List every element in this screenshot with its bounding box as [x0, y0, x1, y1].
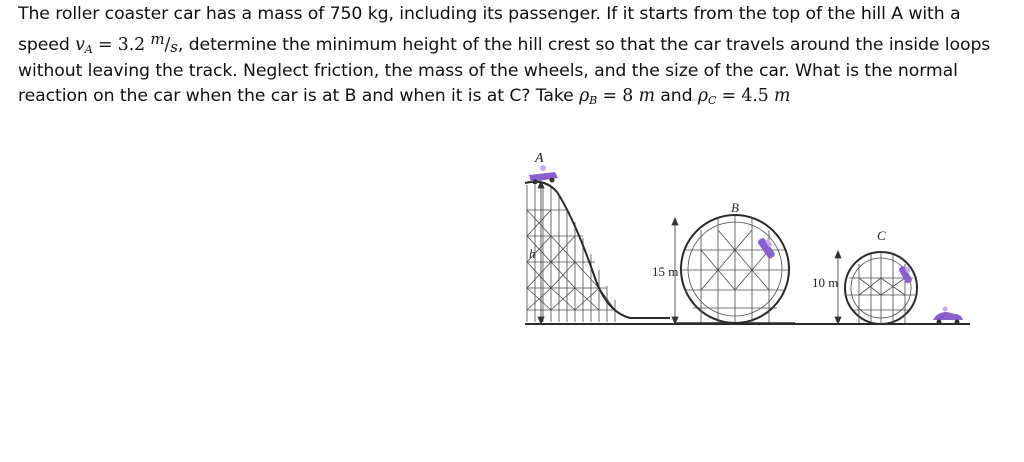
- rhoC-value: = 4.5: [716, 85, 775, 106]
- label-B: B: [731, 200, 739, 215]
- dim-label-loop-C: 10 m: [812, 275, 839, 290]
- speed-unit-den: s: [170, 37, 178, 56]
- coaster-track: [525, 182, 970, 324]
- speed-vA: [75, 29, 178, 56]
- rhoB-subscript: B: [589, 93, 598, 107]
- dim-label-loop-B: 15 m: [652, 264, 679, 279]
- label-h: h: [529, 246, 536, 261]
- roller-coaster-figure: [515, 140, 975, 340]
- speed-unit-num: m: [150, 29, 165, 48]
- loop-B: [675, 215, 795, 323]
- rhoB-unit: m: [638, 85, 655, 106]
- speed-unit-slash: /: [164, 34, 171, 55]
- car-at-A-icon: [529, 165, 558, 185]
- and-text: and: [654, 85, 698, 106]
- car-exit-icon: [933, 307, 963, 325]
- hill-scaffold: [527, 185, 615, 322]
- rhoB-value: = 8: [597, 85, 639, 106]
- problem-text-part2: , determine the minimum height of the hill crest so that the car travels around the inside loops without leaving the track. Neglect friction, the mass of the wheels, and the size of the car. What is the normal reaction on the car when the car is at B and when it is at C? Take: [18, 34, 991, 106]
- vA-value: = 3.2: [92, 34, 145, 55]
- rhoC-subscript: C: [707, 93, 717, 107]
- car-at-B-icon: [757, 235, 779, 259]
- vA-subscript: A: [84, 42, 93, 56]
- vA-symbol: v: [75, 34, 85, 55]
- rhoB-symbol: ρ: [579, 85, 590, 106]
- loop-C: [845, 252, 917, 324]
- rhoC-unit: m: [774, 85, 791, 106]
- label-C: C: [877, 228, 886, 243]
- rhoC-expression: [698, 86, 790, 106]
- rhoC-symbol: ρ: [697, 85, 708, 106]
- problem-statement: [18, 2, 1008, 108]
- problem-text-part1: The roller coaster car has a mass of 750 kg, including its passenger. If it starts from the top of the hill A with a speed: [18, 4, 961, 55]
- rhoB-expression: [579, 86, 655, 106]
- hill-track: [525, 182, 670, 318]
- label-A: A: [535, 151, 544, 166]
